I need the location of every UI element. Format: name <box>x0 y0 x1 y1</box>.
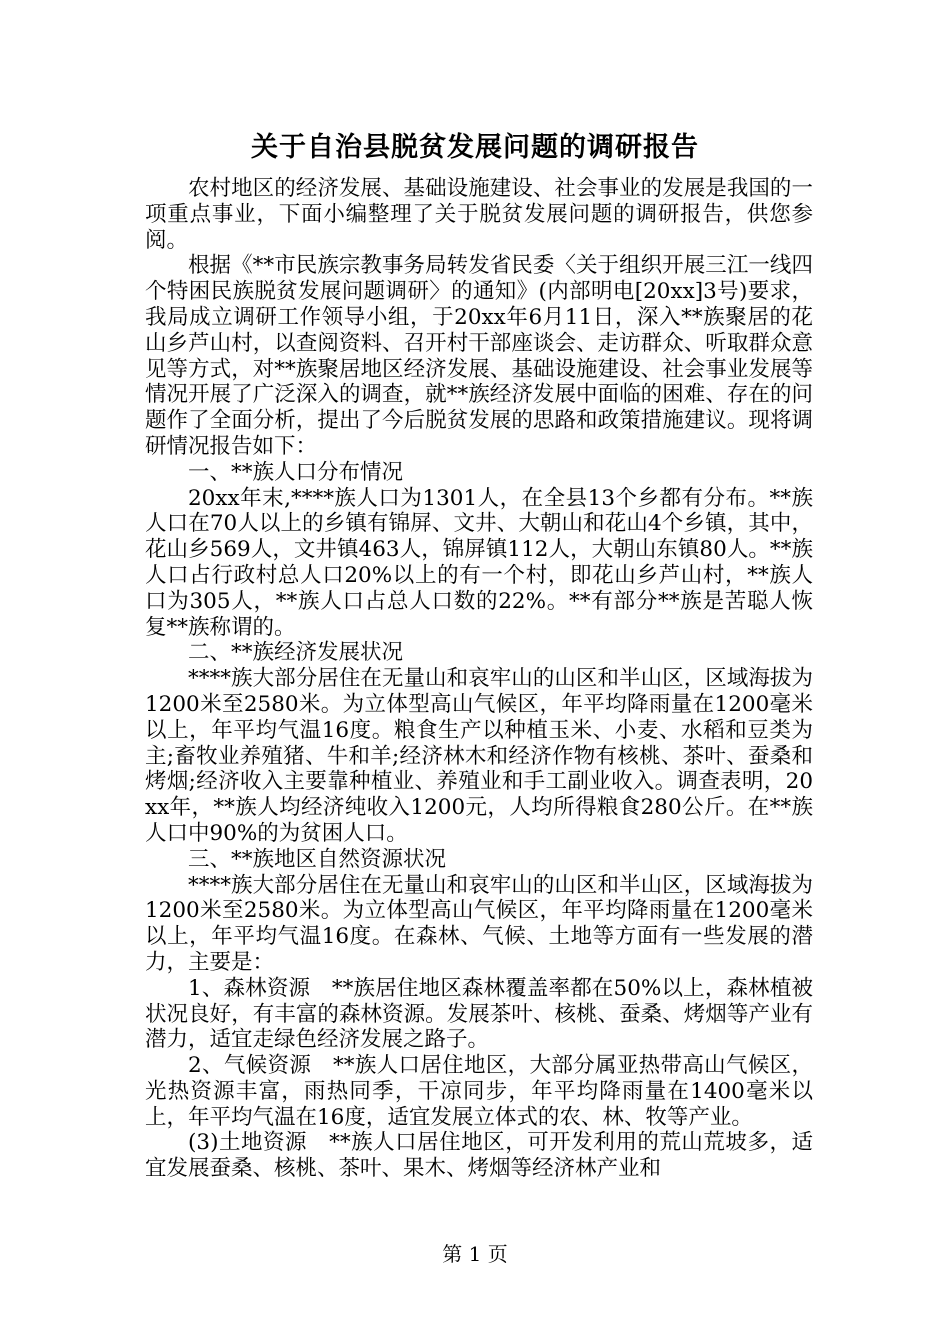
section-heading-population: 一、**族人口分布情况 <box>188 459 404 485</box>
paragraph-intro: 农村地区的经济发展、基础设施建设、社会事业的发展是我国的一项重点事业，下面小编整理了关于脱贫发展问题的调研报告，供您参阅。 <box>145 176 813 253</box>
paragraph-basis: 根据《**市民族宗教事务局转发省民委〈关于组织开展三江一线四个特困民族脱贫发展问题调研〉的通知》(内部明电[20xx]3号)要求，我局成立调研工作领导小组，于20xx年6月11日，深入**族聚居的花山乡芦山村，以查阅资料、召开村干部座谈会、走访群众、听取群众意见等方式，对**族聚居地区经济发展、基础设施建设、社会事业发展等情况开展了广泛深入的调查，就**族经济发展中面临的困难、存在的问题作了全面分析，提出了今后脱贫发展的思路和政策措施建议。现将调研情况报告如下： <box>145 253 813 459</box>
section-heading-economy: 二、**族经济发展状况 <box>188 640 404 666</box>
paragraph-land: (3)土地资源 **族人口居住地区，可开发利用的荒山荒坡多，适宜发展蚕桑、核桃、茶叶、果木、烤烟等经济林产业和 <box>145 1130 813 1182</box>
section-heading-resources: 三、**族地区自然资源状况 <box>188 846 447 872</box>
paragraph-population: 20xx年末,****族人口为1301人，在全县13个乡都有分布。**族人口在70人以上的乡镇有锦屏、文井、大朝山和花山4个乡镇，其中，花山乡569人，文井镇463人，锦屏镇112人，大朝山东镇80人。**族人口占行政村总人口20%以上的有一个村，即花山乡芦山村，**族人口为305人，**族人口占总人口数的22%。**有部分**族是苦聪人恢复**族称谓的。 <box>145 485 813 640</box>
paragraph-climate: 2、气候资源 **族人口居住地区，大部分属亚热带高山气候区，光热资源丰富，雨热同季，干凉同步，年平均降雨量在1400毫米以上，年平均气温在16度，适宜发展立体式的农、林、牧等产业。 <box>145 1053 813 1130</box>
page-number: 第 1 页 <box>442 1242 508 1266</box>
paragraph-economy: ****族大部分居住在无量山和哀牢山的山区和半山区，区域海拔为1200米至2580米。为立体型高山气候区，年平均降雨量在1200毫米以上，年平均气温16度。粮食生产以种植玉米、小麦、水稻和豆类为主;畜牧业养殖猪、牛和羊;经济林木和经济作物有核桃、茶叶、蚕桑和烤烟;经济收入主要靠种植业、养殖业和手工副业收入。调查表明，20xx年，**族人均经济纯收入1200元，人均所得粮食280公斤。在**族人口中90%的为贫困人口。 <box>145 666 813 846</box>
document-body <box>145 176 813 1182</box>
paragraph-resources: ****族大部分居住在无量山和哀牢山的山区和半山区，区域海拔为1200米至2580米。为立体型高山气候区，年平均降雨量在1200毫米以上，年平均气温16度。在森林、气候、土地等方面有一些发展的潜力，主要是： <box>145 872 813 975</box>
paragraph-forest: 1、森林资源 **族居住地区森林覆盖率都在50%以上，森林植被状况良好，有丰富的森林资源。发展茶叶、核桃、蚕桑、烤烟等产业有潜力，适宜走绿色经济发展之路子。 <box>145 975 813 1053</box>
document-title: 关于自治县脱贫发展问题的调研报告 <box>251 132 699 163</box>
